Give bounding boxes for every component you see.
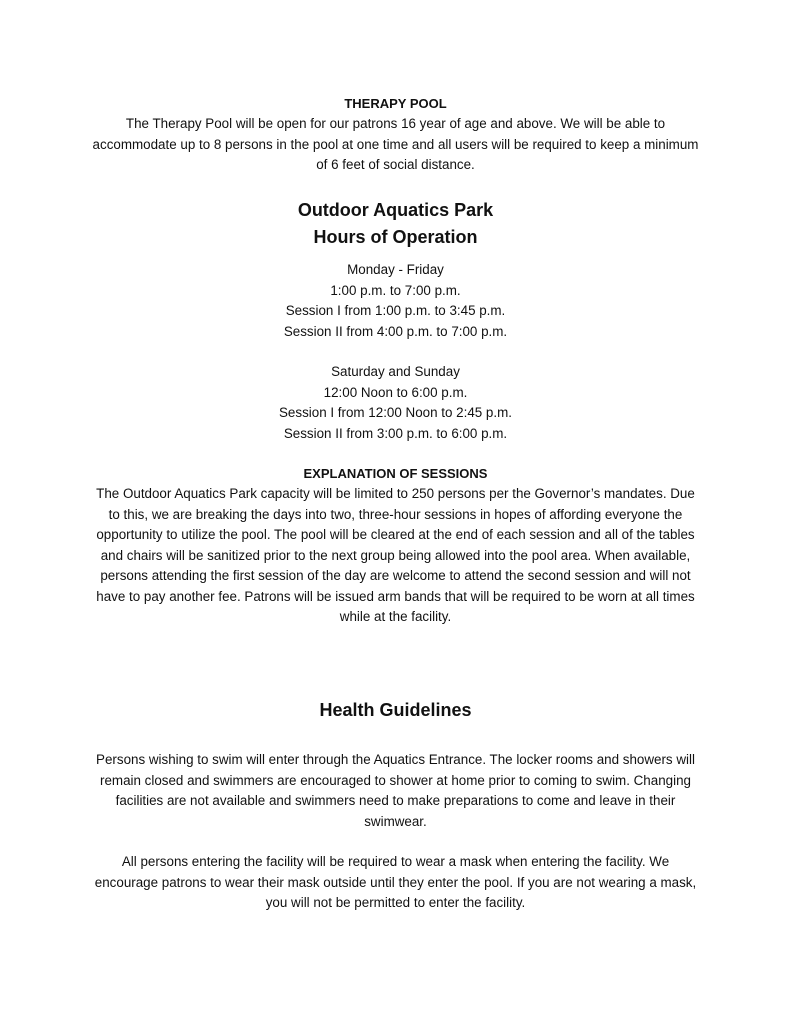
outdoor-park-title-line2: Hours of Operation	[313, 227, 478, 247]
therapy-pool-section	[90, 94, 701, 176]
therapy-pool-body: The Therapy Pool will be open for our patrons 16 year of age and above. We will be able to accommodate up to 8 persons in the pool at one time and all users will be required to keep a minimum of 6 feet of social distance.	[92, 116, 699, 172]
weekend-hours-range: 12:00 Noon to 6:00 p.m.	[323, 384, 468, 400]
sessions-explanation-section	[90, 464, 701, 628]
health-paragraph-2-block	[90, 852, 701, 914]
health-paragraph-2: All persons entering the facility will be required to wear a mask when entering the facility. We encourage patrons to wear their mask outside until they enter the pool. If you are not wearing a mask, you will not be permitted to enter the facility.	[94, 854, 697, 910]
weekend-days: Saturday and Sunday	[331, 364, 460, 379]
health-paragraph-1: Persons wishing to swim will enter through the Aquatics Entrance. The locker rooms and showers will remain closed and swimmers are encouraged to shower at home prior to coming to swim. Changing facilities are not available and swimmers need to make preparations to come and leave in their swimwear.	[96, 752, 695, 829]
weekday-hours	[90, 260, 701, 342]
sessions-explanation-body: The Outdoor Aquatics Park capacity will be limited to 250 persons per the Governor’s mandates. Due to this, we are breaking the days into two, three-hour sessions in hopes of affording everyone the opportunity to utilize the pool. The pool will be cleared at the end of each session and all of the tables and chairs will be sanitized prior to the next group being allowed into the pool area. When available, persons attending the first session of the day are welcome to attend the second session and will not have to pay another fee. Patrons will be issued arm bands that will be required to be worn at all times while at the facility.	[96, 486, 695, 624]
weekday-hours-range: 1:00 p.m. to 7:00 p.m.	[330, 282, 461, 298]
health-guidelines-title-block	[90, 697, 701, 724]
weekday-session1: Session I from 1:00 p.m. to 3:45 p.m.	[285, 303, 506, 319]
weekend-session1: Session I from 12:00 Noon to 2:45 p.m.	[279, 405, 512, 421]
weekday-session2: Session II from 4:00 p.m. to 7:00 p.m.	[283, 323, 508, 339]
health-paragraph-1-block	[90, 750, 701, 832]
outdoor-park-title-line1: Outdoor Aquatics Park	[297, 200, 494, 220]
outdoor-park-title	[90, 197, 701, 251]
therapy-pool-heading: THERAPY POOL	[344, 96, 447, 111]
weekday-days: Monday - Friday	[347, 262, 444, 277]
sessions-explanation-heading: EXPLANATION OF SESSIONS	[303, 466, 488, 481]
weekend-session2: Session II from 3:00 p.m. to 6:00 p.m.	[283, 425, 508, 441]
health-guidelines-title: Health Guidelines	[319, 700, 472, 720]
weekend-hours	[90, 362, 701, 444]
